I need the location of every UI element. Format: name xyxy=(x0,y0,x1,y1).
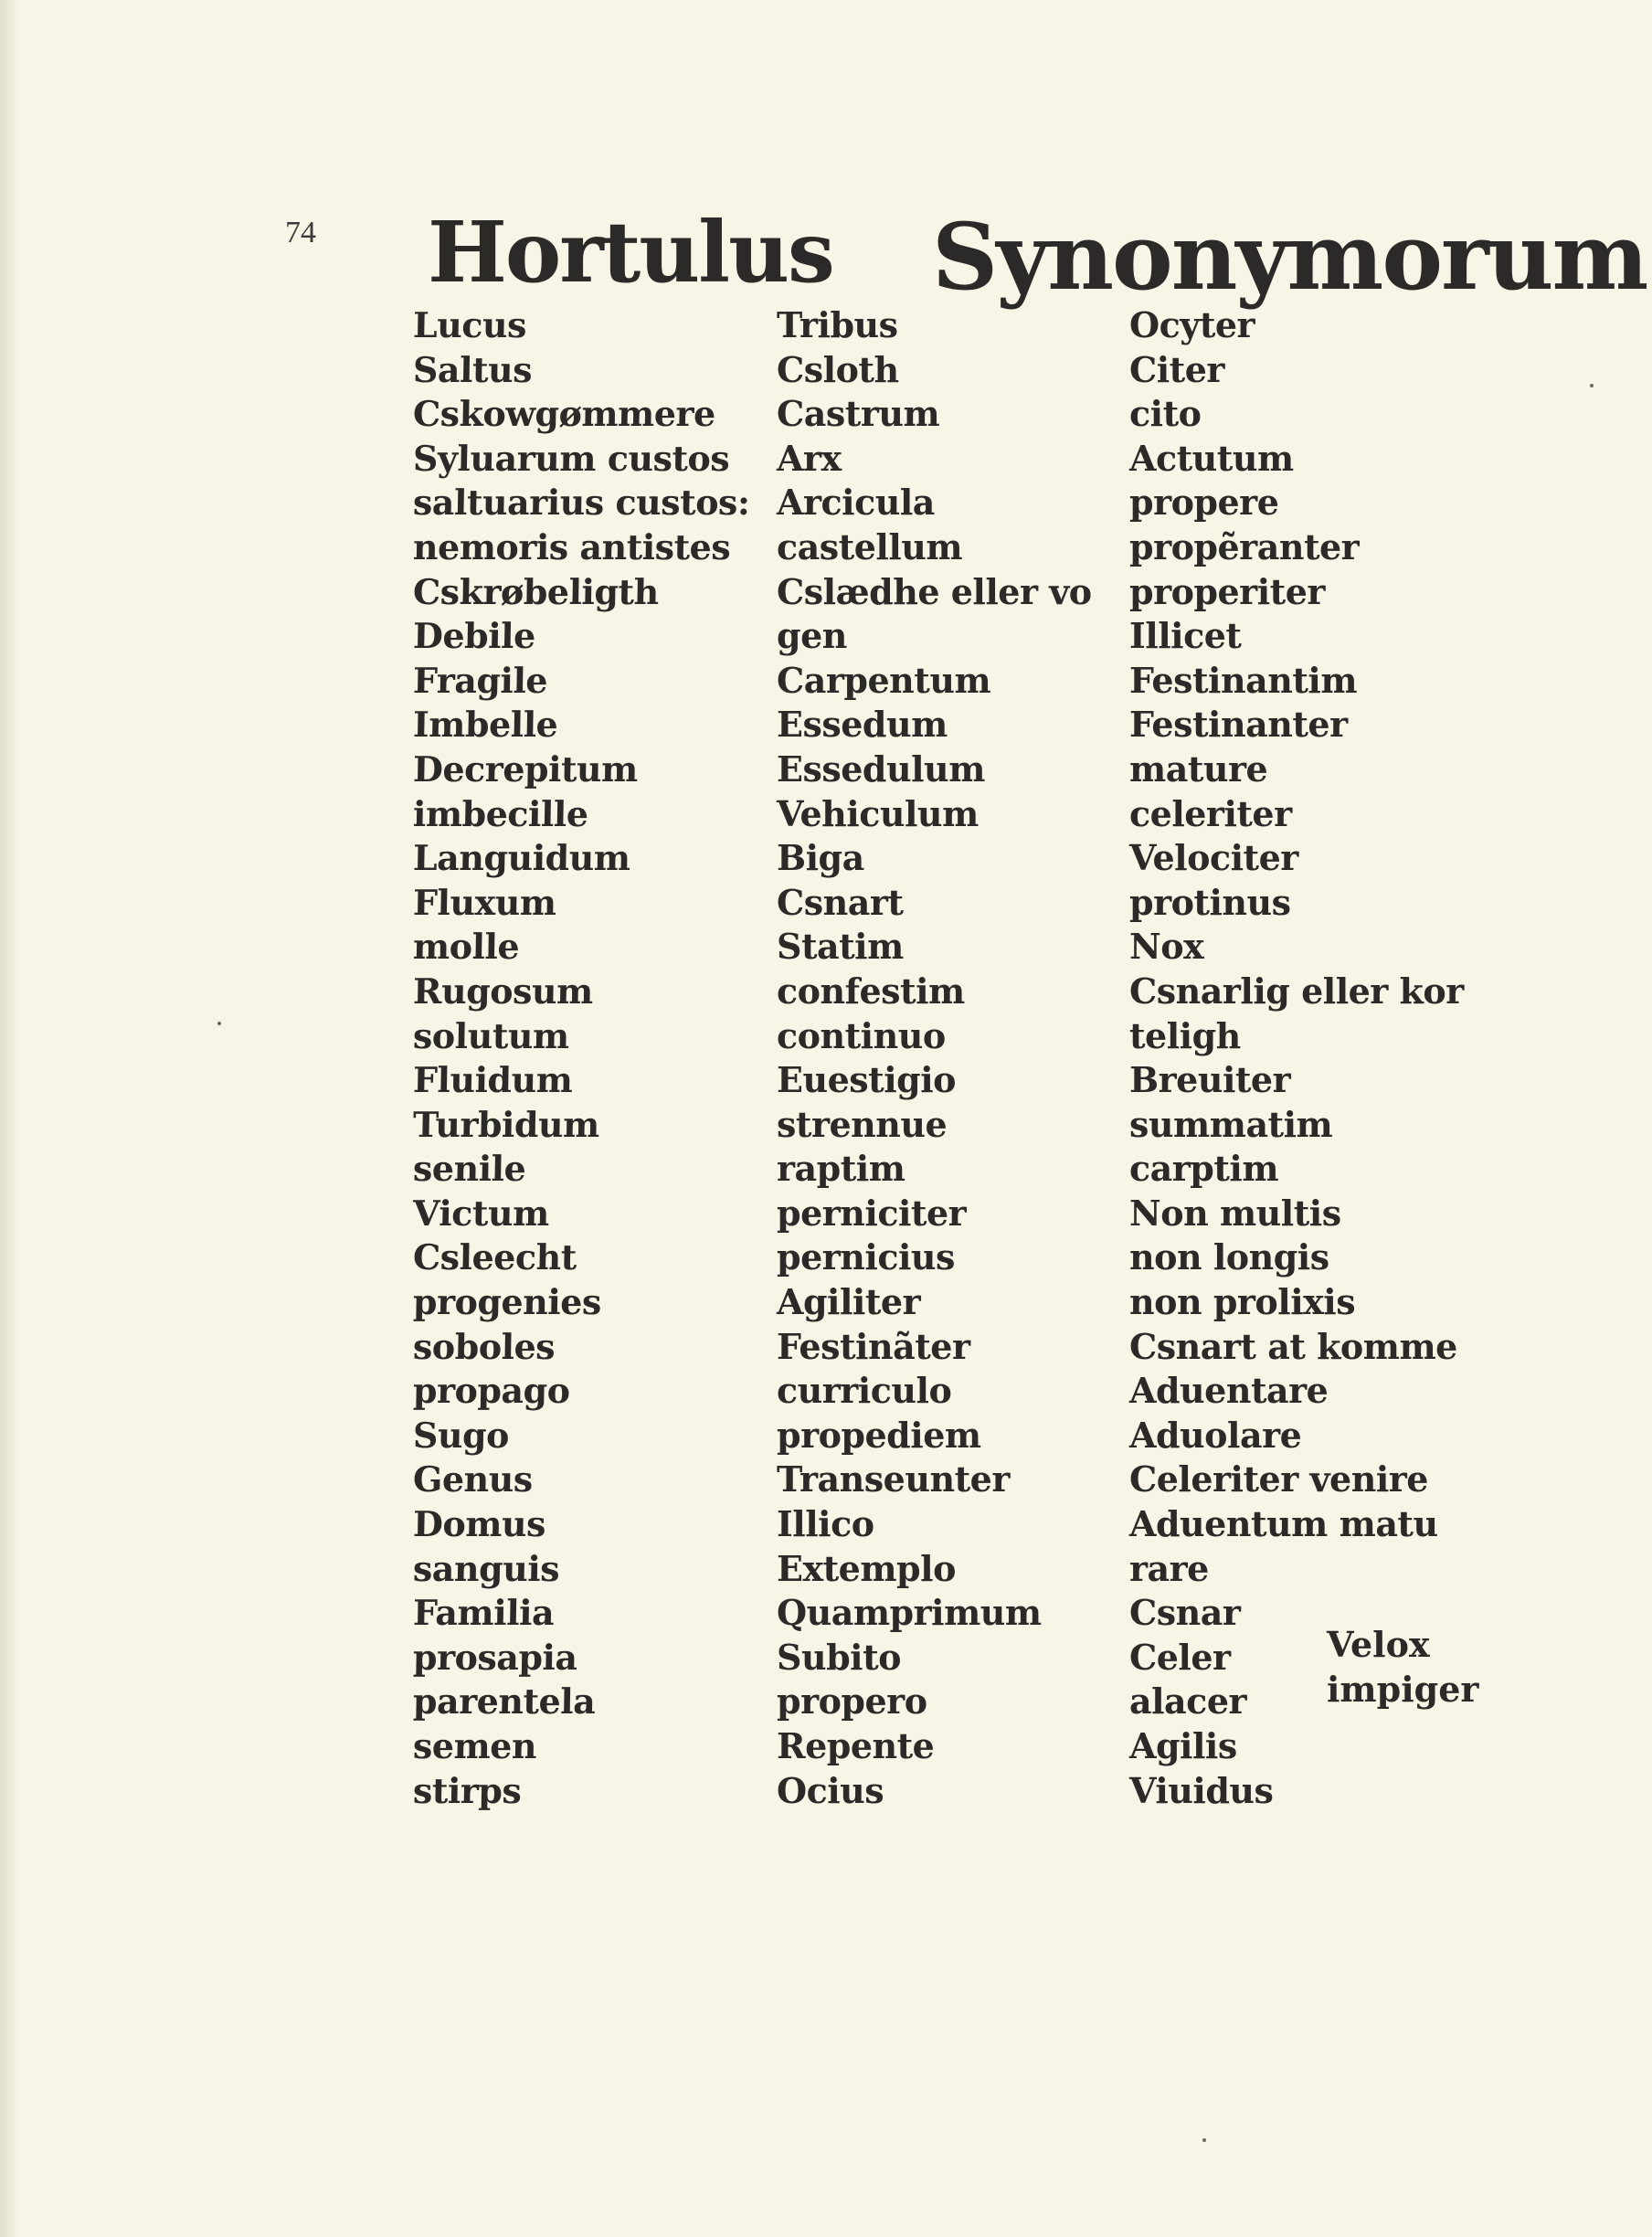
glossary-entry: propago xyxy=(412,1370,570,1412)
glossary-entry: celeriter xyxy=(1129,792,1292,834)
glossary-entry: Essedulum xyxy=(777,747,985,790)
glossary-entry: Rugosum xyxy=(412,970,594,1012)
glossary-entry: Ocyter xyxy=(1129,304,1255,345)
glossary-entry: stirps xyxy=(412,1769,522,1811)
page-number: 74 xyxy=(285,216,316,249)
glossary-entry: Euestigio xyxy=(777,1059,957,1101)
glossary-entry: Extemplo xyxy=(777,1547,956,1589)
glossary-entry: Velociter xyxy=(1129,837,1298,879)
glossary-entry: Domus xyxy=(412,1503,546,1545)
running-title-right: Synonymorum xyxy=(932,203,1647,311)
glossary-entry: Transeunter xyxy=(777,1458,1010,1500)
glossary-entry: non prolixis xyxy=(1129,1281,1356,1323)
glossary-entry: Cslædhe eller vo xyxy=(777,570,1092,612)
glossary-entry: saltuarius custos: xyxy=(412,482,750,524)
glossary-entry: Imbelle xyxy=(412,704,558,746)
glossary-entry: Viuidus xyxy=(1129,1769,1274,1811)
glossary-entry: Agiliter xyxy=(777,1281,921,1323)
glossary-entry: non longis xyxy=(1129,1236,1329,1278)
glossary-entry: Genus xyxy=(412,1458,534,1500)
glossary-entry: Festinãter xyxy=(777,1325,970,1367)
glossary-entry: Nox xyxy=(1129,926,1204,968)
glossary-entry: parentela xyxy=(412,1680,596,1723)
glossary-entry: pernicius xyxy=(777,1236,955,1278)
glossary-entry: Festinanter xyxy=(1129,704,1348,746)
glossary-entry: Familia xyxy=(412,1592,555,1634)
glossary-entry: Illico xyxy=(777,1503,874,1545)
glossary-entry: carptim xyxy=(1129,1148,1279,1190)
glossary-entry: Essedum xyxy=(777,704,948,746)
running-title-left: Hortulus xyxy=(428,203,833,302)
page-gutter-edge xyxy=(0,0,20,2237)
glossary-entry: Arcicula xyxy=(777,482,935,524)
glossary-entry: Csnart at komme xyxy=(1129,1325,1457,1367)
glossary-entry: semen xyxy=(412,1725,537,1766)
glossary-column-2 xyxy=(777,303,1092,1813)
glossary-entry: Non multis xyxy=(1129,1192,1341,1234)
glossary-side-entries xyxy=(1327,1623,1478,1712)
glossary-entry: Castrum xyxy=(777,393,940,435)
glossary-entry: Languidum xyxy=(412,837,630,879)
glossary-entry: soboles xyxy=(412,1325,556,1367)
glossary-entry: summatim xyxy=(1129,1103,1333,1145)
glossary-entry: propediem xyxy=(777,1414,981,1456)
glossary-entry: cito xyxy=(1129,393,1202,435)
glossary-entry: Aduentare xyxy=(1129,1370,1329,1412)
glossary-entry: raptim xyxy=(777,1148,905,1190)
glossary-entry: Citer xyxy=(1129,348,1224,390)
glossary-entry: sanguis xyxy=(412,1547,560,1589)
glossary-entry: molle xyxy=(412,926,520,968)
glossary-entry: Saltus xyxy=(412,348,533,390)
glossary-entry: Victum xyxy=(412,1192,550,1234)
glossary-entry: mature xyxy=(1129,747,1268,790)
glossary-entry: Decrepitum xyxy=(412,747,639,790)
glossary-entry: confestim xyxy=(777,970,965,1012)
glossary-entry: Csleecht xyxy=(412,1236,577,1278)
glossary-entry: Carpentum xyxy=(777,659,991,701)
glossary-entry: propero xyxy=(777,1680,927,1723)
glossary-entry: solutum xyxy=(412,1014,570,1056)
glossary-entry: Turbidum xyxy=(412,1103,600,1145)
glossary-entry: Celer xyxy=(1129,1636,1231,1678)
glossary-entry: Cskowgømmere xyxy=(412,393,716,435)
glossary-entry: perniciter xyxy=(777,1192,967,1234)
glossary-entry: strennue xyxy=(777,1103,948,1145)
glossary-entry: Cskrøbeligth xyxy=(412,570,660,612)
paper-speck xyxy=(1590,384,1594,387)
glossary-entry: Celeriter venire xyxy=(1129,1458,1428,1500)
glossary-entry: Debile xyxy=(412,615,536,657)
glossary-entry: imbecille xyxy=(412,792,588,834)
glossary-entry: Fluidum xyxy=(412,1059,573,1101)
glossary-entry: Tribus xyxy=(777,304,898,345)
glossary-entry: Illicet xyxy=(1129,615,1242,657)
glossary-entry: Fragile xyxy=(412,659,548,701)
glossary-entry: Csnart xyxy=(777,881,904,923)
glossary-entry: Lucus xyxy=(412,304,527,345)
glossary-column-3 xyxy=(1129,303,1464,1813)
glossary-column-1 xyxy=(413,303,749,1813)
glossary-entry: properiter xyxy=(1129,570,1325,612)
glossary-entry: gen xyxy=(777,615,847,657)
glossary-entry: prosapia xyxy=(412,1636,578,1678)
glossary-entry: Syluarum custos xyxy=(412,437,730,479)
glossary-entry: curriculo xyxy=(777,1370,952,1412)
glossary-entry: Actutum xyxy=(1129,437,1294,479)
glossary-entry: Arx xyxy=(777,437,842,479)
glossary-entry: castellum xyxy=(777,525,963,567)
glossary-entry: rare xyxy=(1129,1547,1209,1589)
glossary-entry: Velox xyxy=(1327,1624,1430,1665)
glossary-entry: Ocius xyxy=(777,1769,884,1811)
glossary-entry: Agilis xyxy=(1129,1725,1237,1766)
glossary-entry: propẽranter xyxy=(1129,525,1360,567)
glossary-entry: Quamprimum xyxy=(777,1592,1042,1634)
paper-speck xyxy=(217,1022,221,1025)
glossary-entry: progenies xyxy=(412,1281,602,1323)
glossary-entry: propere xyxy=(1129,482,1279,524)
glossary-entry: Aduentum matu xyxy=(1129,1503,1438,1545)
glossary-entry: Festinantim xyxy=(1129,659,1358,701)
glossary-entry: Csnarlig eller kor xyxy=(1129,970,1464,1012)
glossary-entry: protinus xyxy=(1129,881,1291,923)
glossary-entry: continuo xyxy=(777,1014,946,1056)
glossary-entry: Csloth xyxy=(777,348,899,390)
paper-speck xyxy=(1202,2138,1206,2142)
glossary-entry: Vehiculum xyxy=(777,792,979,834)
glossary-entry: Repente xyxy=(777,1725,935,1766)
glossary-entry: Sugo xyxy=(412,1414,510,1456)
glossary-entry: Aduolare xyxy=(1129,1414,1302,1456)
glossary-entry: Csnar xyxy=(1129,1592,1241,1634)
glossary-entry: senile xyxy=(412,1148,526,1190)
glossary-entry: Biga xyxy=(777,837,864,879)
glossary-entry: teligh xyxy=(1129,1014,1241,1056)
glossary-entry: Subito xyxy=(777,1636,901,1678)
glossary-entry: impiger xyxy=(1327,1668,1479,1710)
glossary-entry: Breuiter xyxy=(1129,1059,1291,1101)
glossary-entry: nemoris antistes xyxy=(412,525,731,567)
glossary-entry: Fluxum xyxy=(412,881,556,923)
glossary-entry: Statim xyxy=(777,926,904,968)
glossary-entry: alacer xyxy=(1129,1680,1247,1723)
